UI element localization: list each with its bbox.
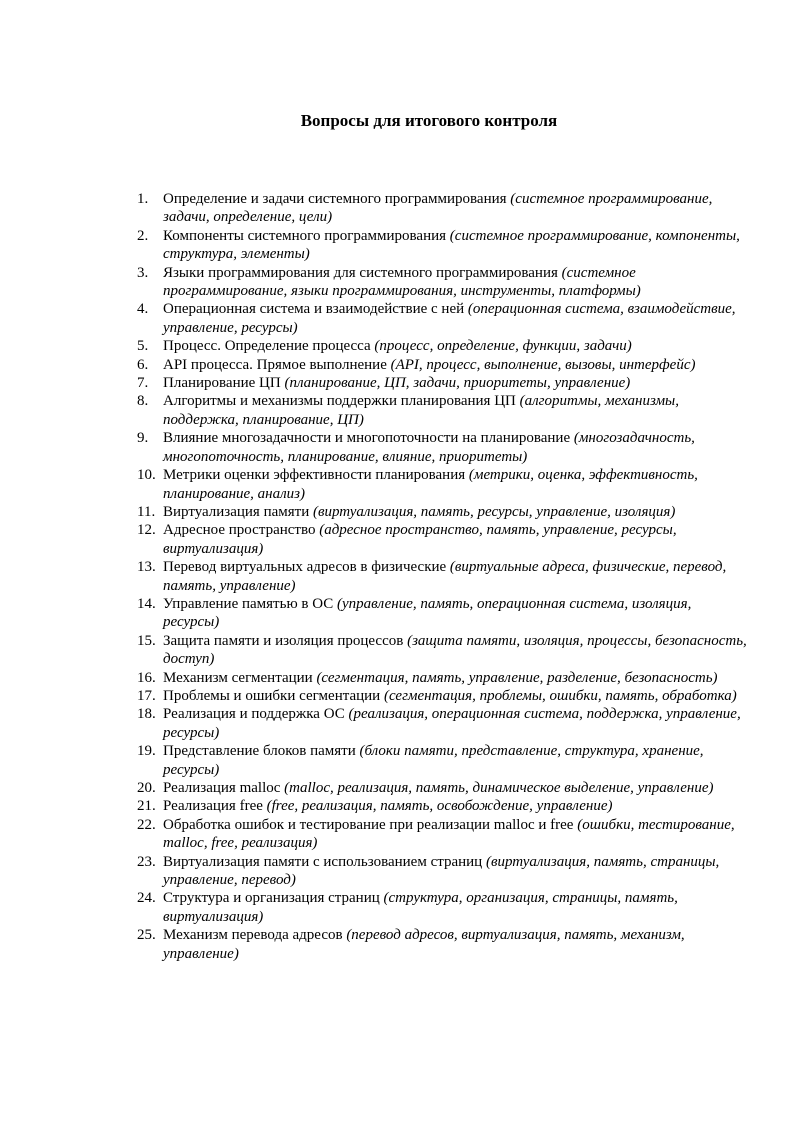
question-number: 12. xyxy=(137,522,156,539)
question-number: 3. xyxy=(137,264,149,281)
question-item xyxy=(137,889,747,926)
question-item xyxy=(137,300,747,337)
question-item xyxy=(137,264,747,301)
question-keywords: (перевод адресов, виртуализация, память, механизм, управление) xyxy=(163,927,685,962)
question-text: Операционная система и взаимодействие с ней xyxy=(163,301,465,318)
question-text: Метрики оценки эффективности планирования xyxy=(163,467,466,484)
question-text: Проблемы и ошибки сегментации xyxy=(163,687,381,704)
question-item xyxy=(137,742,747,779)
question-keywords: (процесс, определение, функции, задачи) xyxy=(374,338,632,355)
question-number: 17. xyxy=(137,687,156,704)
question-number: 2. xyxy=(137,227,149,244)
question-keywords: (виртуальные адреса, физические, перевод, память, управление) xyxy=(163,559,727,594)
question-number: 15. xyxy=(137,632,156,649)
question-text: Структура и организация страниц xyxy=(163,890,380,907)
question-keywords: (реализация, операционная система, поддержка, управление, ресурсы) xyxy=(163,706,741,741)
question-text: Компоненты системного программирования xyxy=(163,227,447,244)
question-item xyxy=(137,816,747,853)
question-keywords: (free, реализация, память, освобождение, управление) xyxy=(266,798,613,815)
question-text: Механизм сегментации xyxy=(163,669,313,686)
question-item xyxy=(137,632,747,669)
question-item xyxy=(137,356,747,374)
question-item xyxy=(137,669,747,687)
question-keywords: (операционная система, взаимодействие, управление, ресурсы) xyxy=(163,301,736,336)
page-title: Вопросы для итогового контроля xyxy=(300,111,558,130)
question-keywords: (защита памяти, изоляция, процессы, безопасность, доступ) xyxy=(163,632,747,668)
question-number: 14. xyxy=(137,595,156,612)
question-item xyxy=(137,521,747,558)
question-number: 9. xyxy=(137,430,149,447)
question-keywords: (управление, память, операционная система, изоляция, ресурсы) xyxy=(163,595,692,631)
question-item xyxy=(137,853,747,890)
question-number: 5. xyxy=(137,338,149,355)
question-text: Влияние многозадачности и многопоточности на планирование xyxy=(163,430,571,447)
question-number: 18. xyxy=(137,706,156,723)
question-keywords: (виртуализация, память, страницы, управление, перевод) xyxy=(163,853,720,889)
question-number: 13. xyxy=(137,559,156,576)
question-number: 19. xyxy=(137,743,156,760)
question-number: 6. xyxy=(137,356,149,373)
question-item xyxy=(137,429,747,466)
question-item xyxy=(137,337,747,355)
question-item xyxy=(137,466,747,503)
question-number: 23. xyxy=(137,853,156,870)
question-keywords: (сегментация, проблемы, ошибки, память, обработка) xyxy=(383,687,737,704)
question-text: Виртуализация памяти xyxy=(163,503,310,520)
question-text: Виртуализация памяти с использованием страниц xyxy=(163,853,483,870)
question-text: Механизм перевода адресов xyxy=(163,927,343,944)
question-keywords: (виртуализация, память, ресурсы, управление, изоляция) xyxy=(313,503,676,520)
question-number: 22. xyxy=(137,816,156,833)
question-keywords: (адресное пространство, память, управление, ресурсы, виртуализация) xyxy=(163,522,677,557)
question-text: Языки программирования для системного программирования xyxy=(163,264,558,281)
question-item xyxy=(137,797,747,815)
question-keywords: (системное программирование, задачи, определение, цели) xyxy=(163,191,713,226)
question-number: 21. xyxy=(137,798,156,815)
question-text: Процесс. Определение процесса xyxy=(163,338,371,355)
question-number: 24. xyxy=(137,890,156,907)
question-item xyxy=(137,503,747,521)
question-list xyxy=(137,190,747,963)
question-text: Представление блоков памяти xyxy=(163,743,356,760)
question-text: Определение и задачи системного программирования xyxy=(163,191,507,207)
question-text: Защита памяти и изоляция процессов xyxy=(163,632,404,649)
question-number: 7. xyxy=(137,375,149,392)
question-keywords: (системное программирование, компоненты, структура, элементы) xyxy=(163,227,740,263)
question-text: API процесса. Прямое выполнение xyxy=(163,356,387,373)
question-item xyxy=(137,687,747,705)
question-text: Адресное пространство xyxy=(163,522,316,539)
question-item xyxy=(137,595,747,632)
question-keywords: (планирование, ЦП, задачи, приоритеты, управление) xyxy=(284,375,631,392)
question-keywords: (ошибки, тестирование, malloc, free, реализация) xyxy=(163,816,735,852)
question-text: Управление памятью в ОС xyxy=(163,595,334,612)
question-number: 11. xyxy=(137,503,156,520)
question-keywords: (блоки памяти, представление, структура, хранение, ресурсы) xyxy=(163,743,704,778)
question-number: 4. xyxy=(137,301,149,318)
question-text: Перевод виртуальных адресов в физические xyxy=(163,559,447,576)
question-number: 20. xyxy=(137,780,156,796)
question-text: Реализация malloc xyxy=(163,780,281,796)
question-item xyxy=(137,392,747,429)
question-item xyxy=(137,926,747,963)
question-text: Обработка ошибок и тестирование при реализации malloc и free xyxy=(163,816,574,833)
question-keywords: (метрики, оценка, эффективность, планирование, анализ) xyxy=(163,467,698,502)
question-item xyxy=(137,227,747,264)
question-keywords: (многозадачность, многопоточность, планирование, влияние, приоритеты) xyxy=(163,430,695,465)
question-number: 10. xyxy=(137,467,156,484)
question-item xyxy=(137,705,747,742)
question-number: 1. xyxy=(137,191,149,207)
question-number: 8. xyxy=(137,393,149,410)
question-keywords: (API, процесс, выполнение, вызовы, интерфейс) xyxy=(390,356,696,373)
question-text: Алгоритмы и механизмы поддержки планирования ЦП xyxy=(163,393,516,410)
question-keywords: (malloc, реализация, память, динамическое выделение, управление) xyxy=(284,780,714,796)
question-item xyxy=(137,779,747,797)
question-text: Планирование ЦП xyxy=(163,375,281,392)
question-keywords: (структура, организация, страницы, память, виртуализация) xyxy=(163,890,678,925)
question-item xyxy=(137,374,747,392)
question-keywords: (алгоритмы, механизмы, поддержка, планирование, ЦП) xyxy=(163,393,679,428)
question-number: 25. xyxy=(137,927,156,944)
question-text: Реализация free xyxy=(163,798,263,815)
question-keywords: (сегментация, память, управление, разделение, безопасность) xyxy=(316,669,718,686)
question-item xyxy=(137,190,747,227)
question-number: 16. xyxy=(137,669,156,686)
question-keywords: (системное программирование, языки программирования, инструменты, платформы) xyxy=(163,264,641,300)
question-item xyxy=(137,558,747,595)
question-text: Реализация и поддержка ОС xyxy=(163,706,345,723)
